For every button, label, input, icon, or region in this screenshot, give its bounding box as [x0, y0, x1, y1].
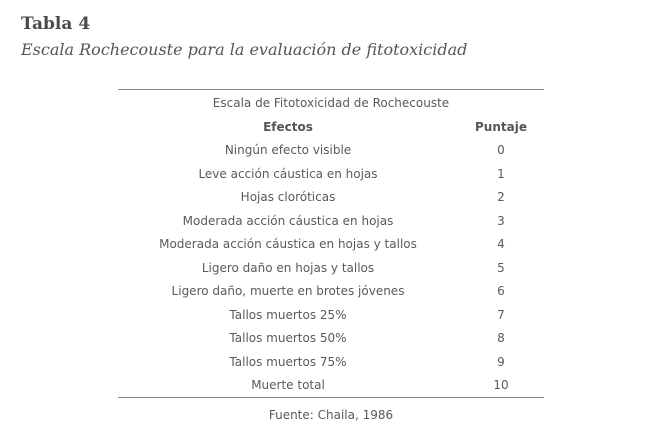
effect-cell: Hojas cloróticas: [240, 190, 336, 205]
rochecouste-table: [118, 89, 544, 398]
effect-cell: Ningún efecto visible: [224, 143, 352, 158]
score-cell: 1: [497, 166, 505, 181]
score-cell: 3: [497, 213, 505, 228]
table-row: [118, 374, 544, 398]
effect-cell: Tallos muertos 50%: [229, 331, 347, 346]
table-row: [118, 209, 544, 233]
table-number: Tabla 4: [21, 14, 91, 34]
table-super-header: Escala de Fitotoxicidad de Rochecouste: [212, 95, 450, 110]
score-cell: 7: [497, 307, 505, 322]
effect-cell: Ligero daño, muerte en brotes jóvenes: [171, 284, 405, 299]
table-row: [118, 256, 544, 280]
score-cell: 4: [497, 237, 505, 252]
bottom-rule: [118, 397, 544, 398]
score-cell: 10: [493, 378, 509, 393]
table-row: [118, 327, 544, 351]
score-cell: 5: [497, 260, 505, 275]
table-row: [118, 139, 544, 163]
column-header-efectos: Efectos: [263, 119, 313, 134]
table-source-note: Fuente: Chaila, 1986: [268, 408, 394, 422]
effect-cell: Muerte total: [251, 378, 325, 393]
table-row: [118, 280, 544, 304]
effect-cell: Moderada acción cáustica en hojas y tallos: [159, 237, 417, 252]
table-row: [118, 350, 544, 374]
effect-cell: Leve acción cáustica en hojas: [198, 166, 378, 181]
effect-cell: Moderada acción cáustica en hojas: [182, 213, 394, 228]
score-cell: 9: [497, 354, 505, 369]
score-cell: 8: [497, 331, 505, 346]
score-cell: 2: [497, 190, 505, 205]
score-cell: 0: [497, 143, 505, 158]
effect-cell: Tallos muertos 75%: [229, 354, 347, 369]
table-row: [118, 186, 544, 210]
table-row: [118, 303, 544, 327]
table-row: [118, 233, 544, 257]
effect-cell: Ligero daño en hojas y tallos: [201, 260, 375, 275]
column-header-puntaje: Puntaje: [475, 119, 527, 134]
effect-cell: Tallos muertos 25%: [229, 307, 347, 322]
score-cell: 6: [497, 284, 505, 299]
table-row: [118, 162, 544, 186]
table-caption: Escala Rochecouste para la evaluación de fitotoxicidad: [21, 40, 468, 59]
